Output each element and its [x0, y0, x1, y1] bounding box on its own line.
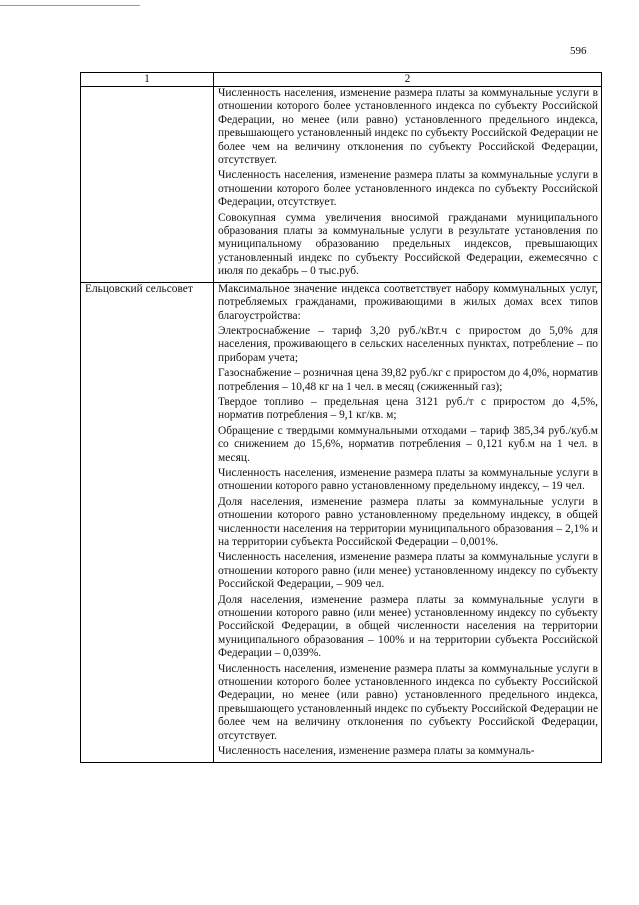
row-name-cell — [81, 87, 214, 283]
paragraph: Обращение с твердыми коммунальными отходами – тариф 385,34 руб./куб.м со снижением до 15,6%, норматив потребления – 0,121 куб.м на 1 чел. в месяц. — [218, 424, 598, 464]
row-text-cell — [214, 282, 602, 762]
paragraph: Электроснабжение – тариф 3,20 руб./кВт.ч с приростом до 5,0% для населения, проживающего в сельских населенных пунктах, потребление – по приборам учета; — [218, 324, 598, 364]
row-name-cell: Ельцовский сельсовет — [81, 282, 214, 762]
paragraph: Совокупная сумма увеличения вносимой гражданами муниципального образования платы за коммунальные услуги в результате установления по муниципальному образованию предельных индексов, превышающих установленный индекс по субъекту Российской Федерации, ежемесячно с июля по декабрь – 0 тыс.руб. — [218, 211, 598, 278]
page-number: 596 — [570, 45, 587, 57]
table-header-row — [81, 73, 602, 87]
paragraph: Численность населения, изменение размера платы за коммуналь- — [218, 745, 535, 758]
paragraph: Твердое топливо – предельная цена 3121 руб./т с приростом до 4,5%, норматив потребления – 9,1 кг/кв. м; — [218, 395, 598, 422]
paragraph: Газоснабжение – розничная цена 39,82 руб./кг с приростом до 4,0%, норматив потребления – 10,48 кг на 1 чел. в месяц (сжиженный газ); — [218, 367, 598, 393]
paragraph: Численность населения, изменение размера платы за коммунальные услуги в отношении которого равно установленному предельному индексу, – 19 чел. — [218, 466, 598, 493]
paragraph: Численность населения, изменение размера платы за коммунальные услуги в отношении которого равно (или менее) установленному индексу по субъекту Российской Федерации, – 909 чел. — [218, 551, 598, 591]
paragraph: Доля населения, изменение размера платы за коммунальные услуги в отношении которого равно (или менее) установленному индексу по субъекту Российской Федерации, в общей численности населения на территории муниципального образования – 100% и на территории субъекта Российской Федерации – 0,039%. — [218, 593, 598, 660]
paragraph: Численность населения, изменение размера платы за коммунальные услуги в отношении которого более установленного индекса по субъекту Российской Федерации, но менее (или равно) установленного предельного индекса, превышающего установленный индекс по субъекту Российской Федерации не более чем на величину отклонения по субъекту Российской Федерации, отсутствует. — [218, 87, 598, 167]
paragraph: Максимальное значение индекса соответствует набору коммунальных услуг, потребляемых гражданами, проживающими в жилых домах всех типов благоустройства: — [218, 282, 598, 322]
content-table — [80, 72, 602, 763]
column-header-1: 1 — [81, 73, 214, 87]
table-row — [81, 87, 602, 283]
top-rule — [0, 5, 140, 6]
paragraph: Доля населения, изменение размера платы за коммунальные услуги в отношении которого равно установленному предельному индексу, в общей численности населения на территории муниципального образования – 2,1% и на территории субъекта Российской Федерации – 0,001%. — [218, 495, 598, 548]
paragraph: Численность населения, изменение размера платы за коммунальные услуги в отношении которого более установленного индекса по субъекту Российской Федерации, но менее (или равно) установленного предельного индекса, превышающего установленный индекс по субъекту Российской Федерации не более чем на величину отклонения по субъекту Российской Федерации, отсутствует. — [218, 662, 598, 742]
table-row — [81, 282, 602, 762]
column-header-2: 2 — [214, 73, 602, 87]
paragraph: Численность населения, изменение размера платы за коммунальные услуги в отношении которого более установленного индекса по субъекту Российской Федерации, отсутствует. — [218, 169, 598, 209]
row-text-cell — [214, 87, 602, 283]
